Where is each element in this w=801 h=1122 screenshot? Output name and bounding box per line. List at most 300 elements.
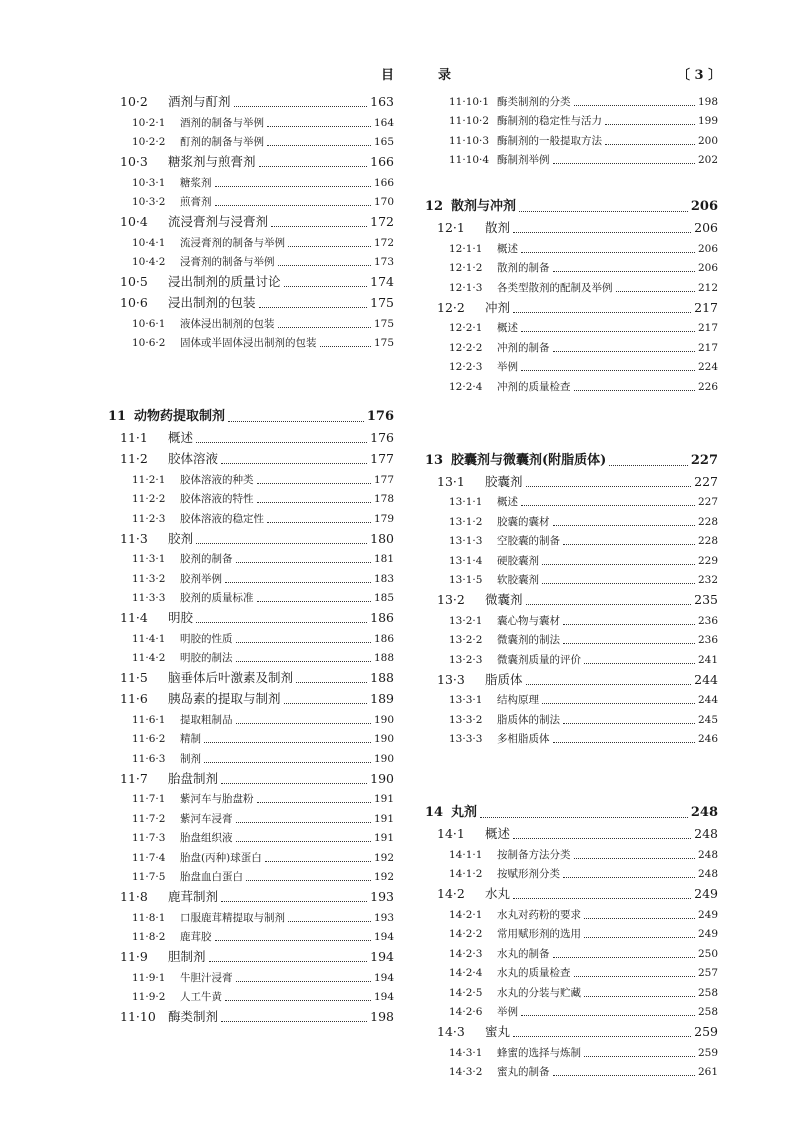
toc-entry-page: 175 xyxy=(373,317,394,330)
toc-leader-dots xyxy=(267,144,371,146)
toc-entry-title: 酶制剂的稳定性与活力 xyxy=(497,115,602,127)
toc-leader-dots xyxy=(563,543,695,545)
toc-entry-page: 191 xyxy=(373,812,394,825)
toc-leader-dots xyxy=(265,860,371,862)
toc-leader-dots xyxy=(526,683,692,685)
toc-entry[interactable] xyxy=(425,569,718,589)
toc-entry-page: 188 xyxy=(370,670,394,685)
toc-entry-number: 11·4·2 xyxy=(132,652,166,664)
toc-entry[interactable] xyxy=(108,251,394,271)
toc-entry-number: 10·4 xyxy=(120,214,148,229)
toc-entry[interactable] xyxy=(108,567,394,587)
toc-entry-title: 概述 xyxy=(485,826,511,841)
toc-entry-page: 194 xyxy=(373,931,394,943)
toc-entry[interactable] xyxy=(108,507,394,527)
toc-entry-page: 245 xyxy=(697,713,718,726)
toc-entry[interactable] xyxy=(425,549,718,569)
toc-entry-title: 胶剂举例 xyxy=(180,572,222,585)
toc-entry[interactable] xyxy=(425,609,718,629)
toc-entry[interactable] xyxy=(108,708,394,728)
toc-entry-page: 190 xyxy=(370,770,394,786)
toc-entry-number: 13·1·3 xyxy=(449,535,483,547)
toc-entry-page: 257 xyxy=(697,967,718,979)
toc-entry-number: 11·3·3 xyxy=(132,592,166,604)
toc-entry-number: 11·3·1 xyxy=(132,553,166,565)
toc-entry-number: 13·1·5 xyxy=(449,574,483,586)
toc-leader-dots xyxy=(196,621,367,623)
header-page-number: 〔 3 〕 xyxy=(677,68,722,83)
toc-entry-number: 14·1·2 xyxy=(449,868,483,880)
toc-leader-dots xyxy=(257,501,371,503)
toc-entry-number: 12·1·2 xyxy=(449,262,483,274)
toc-entry[interactable] xyxy=(108,270,394,291)
toc-leader-dots xyxy=(513,231,691,233)
toc-entry-page: 248 xyxy=(694,826,718,841)
toc-entry-number: 12·2·3 xyxy=(449,361,483,373)
toc-entry-title: 胶剂的质量标准 xyxy=(180,592,254,604)
toc-entry[interactable] xyxy=(425,90,718,110)
toc-entry[interactable] xyxy=(108,447,394,468)
toc-entry-title: 明胶 xyxy=(168,610,194,625)
toc-entry-page: 228 xyxy=(697,515,718,528)
toc-entry[interactable] xyxy=(425,530,718,550)
toc-entry-page: 249 xyxy=(694,886,718,901)
toc-entry-page: 236 xyxy=(697,634,718,646)
toc-entry-page: 235 xyxy=(694,592,718,607)
toc-entry-title: 紫河车浸膏 xyxy=(180,812,233,825)
toc-leader-dots xyxy=(553,524,695,526)
toc-entry-page: 261 xyxy=(697,1066,718,1078)
toc-entry-title: 煎膏剂 xyxy=(180,196,212,208)
toc-entry-page: 217 xyxy=(697,341,718,354)
toc-leader-dots xyxy=(526,485,692,487)
toc-entry-page: 179 xyxy=(373,512,394,525)
toc-entry-page: 248 xyxy=(697,868,718,880)
toc-entry-number: 11·8·2 xyxy=(132,931,166,943)
toc-entry-number: 10·2·1 xyxy=(132,116,166,129)
toc-entry-number: 11·2·1 xyxy=(132,473,166,486)
toc-entry[interactable] xyxy=(108,587,394,607)
toc-leader-dots xyxy=(513,311,691,313)
toc-entry[interactable] xyxy=(425,708,718,728)
toc-entry[interactable] xyxy=(108,827,394,847)
toc-entry-page: 198 xyxy=(697,95,718,108)
toc-entry-title: 浸出制剂的质量讨论 xyxy=(168,274,281,289)
toc-entry-page: 244 xyxy=(697,694,718,706)
toc-entry[interactable] xyxy=(108,1005,394,1026)
toc-leader-dots xyxy=(259,165,368,167)
toc-entry[interactable] xyxy=(108,906,394,926)
toc-leader-dots xyxy=(204,761,371,763)
toc-entry-number: 11·6 xyxy=(120,691,148,706)
toc-entry-number: 13·3·3 xyxy=(449,733,483,745)
toc-leader-dots xyxy=(221,900,367,902)
toc-entry-title: 明胶的性质 xyxy=(180,632,233,645)
toc-entry-page: 192 xyxy=(373,851,394,864)
toc-entry-page: 246 xyxy=(697,733,718,745)
toc-entry[interactable] xyxy=(425,981,718,1001)
toc-entry-page: 249 xyxy=(697,908,718,921)
toc-leader-dots xyxy=(257,801,371,803)
toc-leader-dots xyxy=(271,225,367,227)
toc-entry[interactable] xyxy=(108,687,394,708)
toc-entry[interactable] xyxy=(108,312,394,332)
toc-leader-dots xyxy=(228,420,364,422)
toc-entry-title: 液体浸出制剂的包装 xyxy=(180,317,275,330)
header-title-char-2: 录 xyxy=(438,68,452,83)
toc-entry-page: 217 xyxy=(697,322,718,334)
toc-entry-number: 14·2·4 xyxy=(449,967,483,979)
toc-leader-dots xyxy=(521,504,695,506)
toc-entry-number: 14·2·1 xyxy=(449,908,483,921)
toc-entry-number: 14 xyxy=(425,805,444,820)
toc-entry[interactable] xyxy=(425,863,718,883)
toc-entry-number: 14·2·6 xyxy=(449,1006,483,1018)
toc-entry-page: 174 xyxy=(370,274,394,289)
toc-entry[interactable] xyxy=(108,986,394,1006)
toc-entry-number: 14·2 xyxy=(437,886,465,901)
toc-entry-number: 14·3 xyxy=(437,1024,465,1039)
toc-entry[interactable] xyxy=(425,1041,718,1061)
toc-entry-page: 186 xyxy=(373,632,394,645)
toc-entry-page: 248 xyxy=(690,805,718,820)
toc-entry-number: 11·1 xyxy=(120,430,148,445)
toc-entry-number: 14·1·1 xyxy=(449,848,483,861)
toc-entry[interactable] xyxy=(108,191,394,211)
toc-entry[interactable] xyxy=(108,171,394,191)
toc-entry-title: 水丸的制备 xyxy=(497,947,550,960)
toc-leader-dots xyxy=(257,482,371,484)
toc-entry[interactable] xyxy=(108,131,394,151)
toc-entry[interactable] xyxy=(108,231,394,251)
toc-entry-title: 按制备方法分类 xyxy=(497,848,571,861)
toc-entry-number: 13 xyxy=(425,452,444,468)
toc-entry-title: 蜂蜜的选择与炼制 xyxy=(497,1046,581,1059)
toc-entry-page: 192 xyxy=(373,871,394,883)
toc-entry[interactable] xyxy=(425,728,718,748)
toc-entry-title: 脑垂体后叶激素及制剂 xyxy=(168,670,294,685)
toc-entry[interactable] xyxy=(425,257,718,277)
toc-entry-number: 11·2·2 xyxy=(132,493,166,505)
toc-leader-dots xyxy=(605,123,695,125)
toc-entry[interactable] xyxy=(425,903,718,923)
toc-entry-number: 13·3 xyxy=(437,671,465,687)
toc-leader-dots xyxy=(513,1035,691,1037)
toc-entry[interactable] xyxy=(425,356,718,376)
toc-leader-dots xyxy=(563,642,695,644)
toc-entry-page: 228 xyxy=(697,535,718,547)
toc-entry-page: 186 xyxy=(370,610,394,625)
toc-entry[interactable] xyxy=(108,150,394,171)
toc-entry[interactable] xyxy=(425,237,718,257)
toc-entry[interactable] xyxy=(108,548,394,568)
toc-entry[interactable] xyxy=(425,336,718,356)
toc-entry-page: 164 xyxy=(373,116,394,129)
toc-entry[interactable] xyxy=(108,747,394,767)
toc-entry-title: 常用赋形剂的选用 xyxy=(497,928,581,940)
toc-leader-dots xyxy=(526,603,692,605)
toc-entry[interactable] xyxy=(425,317,718,337)
toc-leader-dots xyxy=(236,980,371,982)
toc-entry-number: 12·2 xyxy=(437,299,465,315)
toc-entry-number: 13·1·4 xyxy=(449,554,483,567)
toc-entry[interactable] xyxy=(108,405,394,426)
toc-entry-page: 194 xyxy=(373,971,394,984)
toc-leader-dots xyxy=(284,702,368,704)
toc-entry-title: 水丸的质量检查 xyxy=(497,967,571,979)
toc-leader-dots xyxy=(584,995,695,997)
section-spacer xyxy=(108,351,394,405)
toc-entry[interactable] xyxy=(108,966,394,986)
toc-leader-dots xyxy=(267,521,371,523)
toc-entry[interactable] xyxy=(425,668,718,689)
toc-entry-page: 250 xyxy=(697,947,718,960)
toc-entry-title: 冲剂 xyxy=(485,299,511,315)
toc-entry-title: 微囊剂的制法 xyxy=(497,634,560,646)
toc-leader-dots xyxy=(196,441,367,443)
toc-entry-title: 浸出制剂的包装 xyxy=(168,295,256,310)
toc-entry[interactable] xyxy=(108,846,394,866)
toc-entry-title: 明胶的制法 xyxy=(180,652,233,664)
toc-leader-dots xyxy=(616,290,695,292)
toc-entry-number: 12·1 xyxy=(437,220,465,235)
toc-entry[interactable] xyxy=(108,926,394,946)
toc-leader-dots xyxy=(480,816,688,818)
toc-entry-title: 鹿茸胶 xyxy=(180,931,212,943)
toc-entry-title: 概述 xyxy=(497,322,518,334)
toc-leader-dots xyxy=(284,285,368,287)
toc-entry-title: 口服鹿茸精提取与制剂 xyxy=(180,911,285,924)
toc-entry-number: 12·2·1 xyxy=(449,322,483,334)
toc-entry[interactable] xyxy=(108,627,394,647)
toc-entry-title: 精制 xyxy=(180,733,201,745)
toc-entry[interactable] xyxy=(108,767,394,788)
toc-entry-number: 10·6 xyxy=(120,295,148,310)
toc-entry[interactable] xyxy=(108,666,394,687)
toc-entry-number: 11·5 xyxy=(120,670,148,685)
toc-entry-number: 14·1 xyxy=(437,826,465,841)
toc-entry-number: 10·4·1 xyxy=(132,236,166,249)
toc-entry-title: 脂质体的制法 xyxy=(497,713,560,726)
toc-entry[interactable] xyxy=(425,129,718,149)
toc-entry[interactable] xyxy=(108,111,394,131)
toc-leader-dots xyxy=(236,722,371,724)
toc-leader-dots xyxy=(574,104,695,106)
toc-entry-number: 11·7 xyxy=(120,770,148,786)
toc-entry[interactable] xyxy=(108,647,394,667)
toc-entry-page: 224 xyxy=(697,361,718,373)
toc-entry-title: 糖浆剂 xyxy=(180,176,212,189)
toc-entry[interactable] xyxy=(108,332,394,352)
toc-entry[interactable] xyxy=(108,527,394,548)
toc-entry[interactable] xyxy=(108,90,394,111)
toc-entry[interactable] xyxy=(425,216,718,237)
toc-leader-dots xyxy=(296,681,367,683)
toc-entry-title: 浸膏剂的制备与举例 xyxy=(180,256,275,268)
toc-entry[interactable] xyxy=(425,110,718,130)
toc-entry-title: 胶体溶液的特性 xyxy=(180,493,254,505)
toc-entry[interactable] xyxy=(425,822,718,843)
toc-entry-page: 206 xyxy=(697,262,718,274)
toc-entry[interactable] xyxy=(425,449,718,470)
toc-entry-page: 173 xyxy=(373,256,394,268)
toc-entry-page: 236 xyxy=(697,614,718,627)
toc-entry[interactable] xyxy=(425,801,718,822)
toc-entry[interactable] xyxy=(108,728,394,748)
toc-entry-page: 172 xyxy=(373,236,394,249)
toc-entry-page: 175 xyxy=(373,337,394,349)
toc-entry-number: 11·10·3 xyxy=(449,134,490,147)
toc-entry-title: 酊剂的制备与举例 xyxy=(180,136,264,148)
toc-entry[interactable] xyxy=(425,276,718,296)
toc-leader-dots xyxy=(563,876,695,878)
toc-entry[interactable] xyxy=(425,962,718,982)
toc-entry-page: 232 xyxy=(697,574,718,586)
toc-entry-title: 牛胆汁浸膏 xyxy=(180,971,233,984)
header-title-char-1: 目 xyxy=(381,68,395,83)
toc-entry-title: 脂质体 xyxy=(485,671,523,687)
toc-entry-number: 14·3·1 xyxy=(449,1046,483,1059)
toc-entry[interactable] xyxy=(425,375,718,395)
toc-entry[interactable] xyxy=(108,291,394,312)
toc-leader-dots xyxy=(609,464,688,466)
toc-entry[interactable] xyxy=(425,629,718,649)
toc-entry-page: 191 xyxy=(373,832,394,844)
toc-entry-page: 176 xyxy=(366,409,394,424)
toc-entry[interactable] xyxy=(108,866,394,886)
toc-entry-number: 14·3·2 xyxy=(449,1066,483,1078)
toc-entry-title: 散剂与冲剂 xyxy=(451,199,517,214)
toc-entry-number: 13·2·1 xyxy=(449,614,483,627)
toc-entry-number: 13·2 xyxy=(437,592,465,607)
toc-entry-number: 10·3·2 xyxy=(132,196,166,208)
toc-entry[interactable] xyxy=(425,882,718,903)
toc-entry-page: 178 xyxy=(373,493,394,505)
toc-entry[interactable] xyxy=(108,807,394,827)
toc-leader-dots xyxy=(259,306,368,308)
toc-entry-title: 胶体溶液的种类 xyxy=(180,473,254,486)
toc-entry-page: 193 xyxy=(373,911,394,924)
toc-entry-number: 14·2·3 xyxy=(449,947,483,960)
toc-entry-number: 12·2·4 xyxy=(449,380,483,393)
toc-entry[interactable] xyxy=(108,788,394,808)
toc-leader-dots xyxy=(521,369,695,371)
toc-entry[interactable] xyxy=(108,488,394,508)
toc-entry[interactable] xyxy=(425,1020,718,1041)
toc-entry-title: 酶类制剂 xyxy=(168,1009,219,1024)
toc-leader-dots xyxy=(584,662,695,664)
toc-entry-number: 11·4 xyxy=(120,610,148,625)
toc-entry[interactable] xyxy=(425,588,718,609)
toc-entry-page: 185 xyxy=(373,592,394,604)
toc-entry-page: 258 xyxy=(697,986,718,999)
toc-leader-dots xyxy=(278,264,371,266)
toc-entry[interactable] xyxy=(425,149,718,169)
toc-entry[interactable] xyxy=(425,1061,718,1081)
toc-entry-title: 微囊剂 xyxy=(485,592,523,607)
toc-entry-title: 酶类制剂的分类 xyxy=(497,95,571,108)
toc-entry-title: 蜜丸的制备 xyxy=(497,1066,550,1078)
toc-entry-title: 制剂 xyxy=(180,752,201,765)
toc-entry-title: 酒剂的制备与举例 xyxy=(180,116,264,129)
toc-entry-title: 丸剂 xyxy=(451,805,478,820)
toc-leader-dots xyxy=(204,741,371,743)
toc-entry[interactable] xyxy=(108,606,394,627)
toc-entry-title: 举例 xyxy=(497,1006,518,1018)
toc-leader-dots xyxy=(584,917,695,919)
toc-entry-page: 212 xyxy=(697,281,718,294)
toc-entry-title: 囊心物与囊材 xyxy=(497,614,560,627)
toc-entry[interactable] xyxy=(425,942,718,962)
toc-entry[interactable] xyxy=(425,296,718,317)
toc-leader-dots xyxy=(574,857,695,859)
toc-entry-number: 11·2 xyxy=(120,451,148,466)
toc-entry-title: 软胶囊剂 xyxy=(497,574,539,586)
toc-entry[interactable] xyxy=(108,885,394,906)
toc-entry-page: 181 xyxy=(373,553,394,565)
toc-entry-title: 胶剂的制备 xyxy=(180,553,233,565)
toc-entry[interactable] xyxy=(425,510,718,530)
toc-entry[interactable] xyxy=(108,210,394,231)
toc-entry[interactable] xyxy=(425,491,718,511)
toc-leader-dots xyxy=(215,939,371,941)
toc-leader-dots xyxy=(553,350,695,352)
toc-entry-number: 11·7·2 xyxy=(132,812,166,825)
toc-entry-number: 11·10·4 xyxy=(449,154,490,166)
toc-leader-dots xyxy=(236,821,371,823)
toc-entry-title: 微囊剂质量的评价 xyxy=(497,653,581,666)
toc-entry-title: 概述 xyxy=(497,242,518,255)
toc-entry-title: 鹿茸制剂 xyxy=(168,889,219,904)
toc-leader-dots xyxy=(221,782,367,784)
toc-entry[interactable] xyxy=(108,945,394,966)
toc-entry-page: 206 xyxy=(690,199,718,214)
toc-leader-dots xyxy=(320,345,371,347)
toc-entry-page: 180 xyxy=(370,530,394,546)
toc-entry-page: 172 xyxy=(370,214,394,229)
toc-entry[interactable] xyxy=(425,689,718,709)
toc-entry-title: 水丸的分装与贮藏 xyxy=(497,986,581,999)
toc-entry-title: 概述 xyxy=(168,430,194,445)
toc-entry-title: 胶剂 xyxy=(168,530,194,546)
toc-entry-title: 硬胶囊剂 xyxy=(497,554,539,567)
toc-entry-title: 水丸 xyxy=(485,886,511,901)
toc-entry-title: 胶囊的囊材 xyxy=(497,515,550,528)
toc-entry[interactable] xyxy=(425,470,718,491)
toc-entry[interactable] xyxy=(425,195,718,216)
toc-entry-title: 胶体溶液的稳定性 xyxy=(180,512,264,525)
toc-entry[interactable] xyxy=(425,923,718,943)
toc-entry[interactable] xyxy=(425,1001,718,1021)
toc-entry-page: 166 xyxy=(370,154,394,169)
toc-entry[interactable] xyxy=(108,426,394,447)
toc-leader-dots xyxy=(215,204,371,206)
toc-entry-title: 胶体溶液 xyxy=(168,451,219,466)
toc-entry-page: 258 xyxy=(697,1006,718,1018)
toc-entry-title: 流浸膏剂与浸膏剂 xyxy=(168,214,269,229)
toc-leader-dots xyxy=(288,920,371,922)
toc-entry-title: 胰岛素的提取与制剂 xyxy=(168,691,281,706)
toc-entry[interactable] xyxy=(108,468,394,488)
toc-entry-title: 胎盘(丙种)球蛋白 xyxy=(180,851,262,864)
toc-entry-title: 胎盘血白蛋白 xyxy=(180,871,243,883)
toc-entry[interactable] xyxy=(425,843,718,863)
toc-entry-page: 226 xyxy=(697,380,718,393)
toc-entry-number: 14·2·5 xyxy=(449,986,483,999)
toc-entry-title: 糖浆剂与煎膏剂 xyxy=(168,154,256,169)
toc-entry[interactable] xyxy=(425,648,718,668)
toc-entry-title: 酒剂与酊剂 xyxy=(168,94,231,109)
